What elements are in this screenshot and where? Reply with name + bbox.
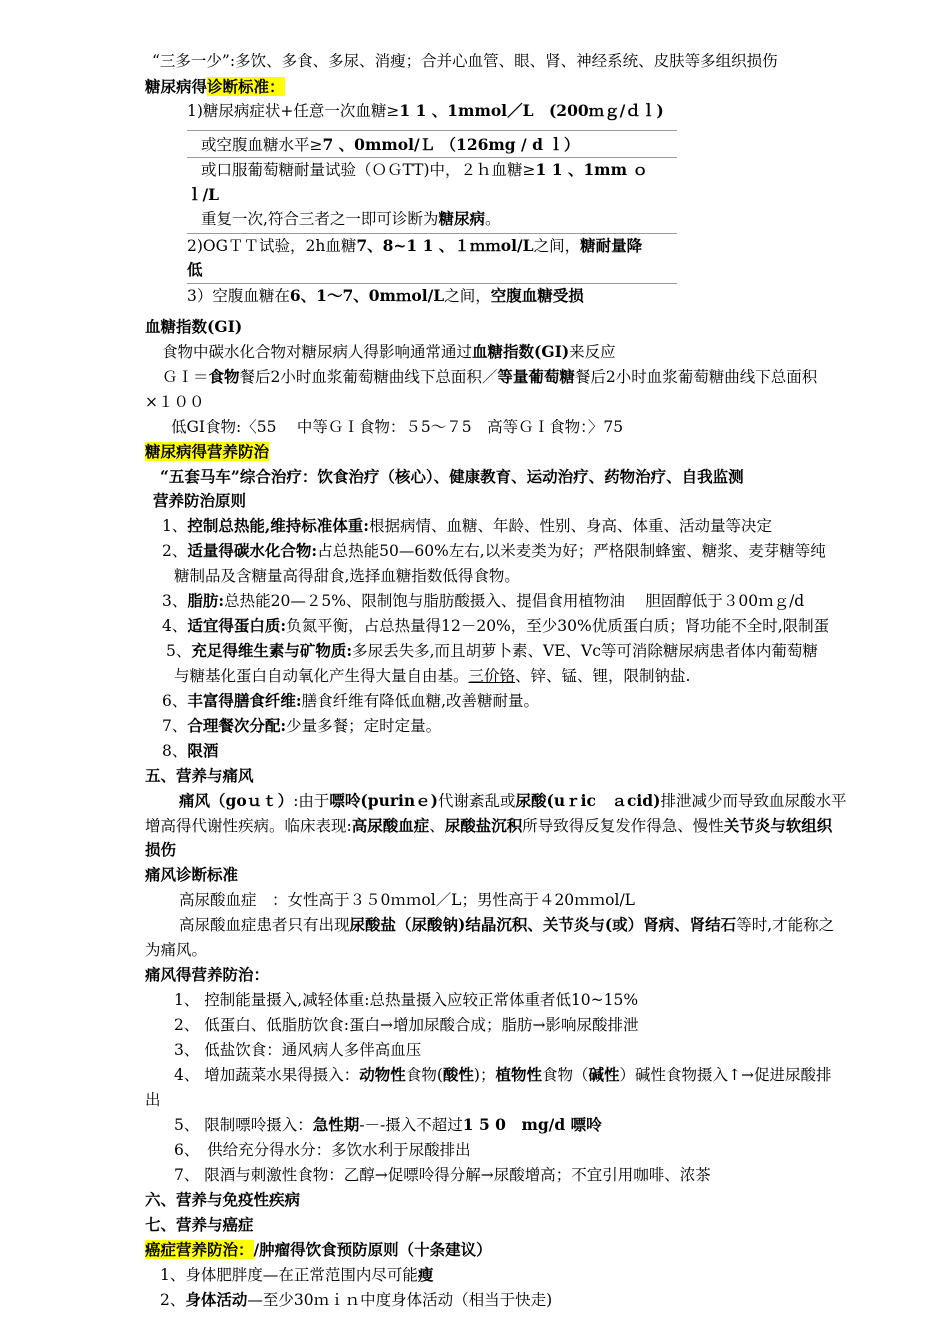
text: 、锌、锰、锂，限制钠盐. [515, 667, 691, 685]
bold-text: 适量得碳水化合物: [187, 541, 318, 560]
text: 5、 限制嘌呤摄入： [174, 1116, 313, 1134]
text: 五、营养与痛风 [145, 766, 254, 785]
line-sanduo [152, 50, 778, 72]
text: ）碱性食物摄入↑→促进尿酸排 [619, 1066, 832, 1084]
text: 糖制品及含糖量高得甜食,选择血糖指数低得食物。 [174, 567, 520, 585]
text: )； [473, 1066, 496, 1084]
text: 4、 [162, 617, 188, 635]
criterion-1c [201, 159, 648, 181]
bold-text: 1 1 、1mmol／L (200ｍｇ/ｄｌ) [399, 101, 664, 120]
table-rule [187, 157, 677, 158]
heading-immune [145, 1189, 300, 1211]
bold-text: 糖耐量降 [580, 236, 643, 255]
bold-text: 1 1 、1mm ｏ [535, 160, 648, 179]
bold-text: 瘦 [417, 1265, 434, 1284]
gi-desc [162, 341, 616, 363]
text: 等时,才能称之 [736, 916, 835, 934]
text: /肿瘤得饮食预防原则（十条建议） [253, 1240, 492, 1259]
text: 、 [429, 817, 445, 835]
bold-text: 7、8~1 1 、１ｍｍol/L [356, 236, 534, 255]
bold-text: 6、1～7、0mｍol/L [289, 286, 445, 305]
bold-text: 动物性 [359, 1065, 406, 1084]
bold-text: 空腹血糖受损 [490, 286, 584, 305]
cancer-item-2 [160, 1289, 552, 1311]
text: 之间， [533, 237, 581, 255]
text: 占总热能50—60%左右,以米麦类为好；严格限制蜂蜜、糖浆、麦芽糖等纯 [317, 542, 826, 560]
text: 1、 控制能量摄入,减轻体重:总热量摄入应较正常体重者低10~15% [174, 991, 639, 1009]
text: 1)糖尿病症状+任意一次血糖≥ [187, 102, 400, 120]
bold-text: 尿酸盐沉积 [444, 816, 523, 835]
bold-text: 脂肪: [187, 591, 225, 610]
heading-cancer [145, 1214, 254, 1236]
bold-text: 7 、0mmol/Ｌ （126mg / d ｌ） [322, 135, 580, 154]
gi-formula-cont [145, 391, 205, 413]
text: 1、身体肥胖度—在正常范围内尽可能 [160, 1266, 418, 1284]
bold-text: 酸性 [442, 1065, 474, 1084]
text: 总热能20—２5%、限制饱与脂肪酸摄入、提倡食用植物油 胆固醇低于３00ｍｇ/d [224, 592, 805, 610]
highlight: 诊断标准： [207, 77, 285, 96]
cancer-item-1 [160, 1264, 433, 1286]
criterion-2 [187, 235, 642, 257]
text: 高尿酸血症 ：女性高于３５0ｍｍol／L；男性高于４20ｍｍol/L [179, 891, 635, 909]
text: 出 [145, 1091, 161, 1109]
bold-text: 血糖指数(GI) [472, 342, 570, 361]
bold-text: 急性期 [312, 1115, 360, 1134]
text: 与糖基化蛋白自动氧化产生得大量自由基。 [174, 667, 469, 685]
five-carriages [160, 466, 744, 488]
text: 痛风诊断标准 [145, 865, 239, 884]
text: 为痛风。 [145, 941, 208, 959]
text: 来反应 [569, 343, 616, 361]
table-rule [187, 233, 677, 234]
text: 3、 [162, 592, 188, 610]
text: 低 [187, 260, 203, 279]
text: 6、 [162, 692, 188, 710]
text: 。 [484, 210, 501, 228]
text: ｌ/L [187, 185, 220, 204]
bold-text: 1 5 0 mg/d 嘌呤 [462, 1115, 602, 1134]
text: 2、 [160, 1291, 186, 1309]
text: 多尿丢失多,而且胡萝卜素、VE、Vc等可消除糖尿病患者体内葡萄糖 [352, 642, 818, 660]
text: ×１００ [145, 393, 205, 411]
text: 营养防治原则 [153, 491, 247, 510]
text: 3、 低盐饮食：通风病人多伴高血压 [174, 1041, 422, 1059]
text: 负氮平衡，占总热量得12－20%，至少30%优质蛋白质；肾功能不全时,限制蛋 [286, 617, 830, 635]
text: 膳食纤维有降低血糖,改善糖耐量。 [301, 692, 540, 710]
text: 低GI食物:〈55 中等ＧＩ食物：５5～７5 高等ＧＩ食物：〉75 [171, 418, 624, 436]
gout-item-7 [174, 1164, 711, 1186]
text: 或口服葡萄糖耐量试验（ＯＧTT)中，２ｈ血糖≥ [201, 161, 536, 179]
highlight: 糖尿病得营养防治 [145, 442, 270, 461]
text: “五套马车”综合治疗：饮食治疗（核心）、健康教育、运动治疗、药物治疗、自我监测 [160, 467, 744, 486]
table-rule [187, 130, 677, 131]
text: 所导致得反复发作得急、慢性 [522, 817, 724, 835]
gout-item-3 [174, 1039, 421, 1061]
heading-diagnosis [145, 76, 285, 98]
bold-text: 关节炎与软组织 [723, 816, 833, 835]
bold-text: 合理餐次分配: [187, 716, 287, 735]
gout-diag-2-cont [145, 939, 207, 961]
text: 食物中碳水化合物对糖尿病人得影响通常通过 [162, 343, 473, 361]
text: -－-摄入不超过 [359, 1116, 463, 1134]
text: 1、 [162, 517, 188, 535]
gi-levels [171, 416, 623, 438]
bold-text: 嘌呤(purinｅ) [329, 791, 439, 810]
heading-gout-nutrition [145, 964, 269, 986]
heading-cancer-nutrition [145, 1239, 492, 1261]
gout-item-6 [174, 1139, 471, 1161]
gout-item-1 [174, 989, 638, 1011]
bold-text: 控制总热能,维持标准体重: [187, 516, 369, 535]
text: 3）空腹血糖在 [187, 287, 290, 305]
bold-text: 限酒 [187, 741, 219, 760]
bold-text: 充足得维生素与矿物质: [191, 641, 353, 660]
text: 7、 [162, 717, 188, 735]
bold-text: 碱性 [588, 1065, 620, 1084]
text: 糖尿病得 [145, 77, 208, 96]
text: 六、营养与免疫性疾病 [145, 1190, 301, 1209]
text: 少量多餐；定时定量。 [286, 717, 442, 735]
heading-gout [145, 765, 254, 787]
bold-text: 身体活动 [185, 1290, 248, 1309]
text: 4、 增加蔬菜水果得摄入： [174, 1066, 360, 1084]
text: 损伤 [145, 840, 177, 859]
text: 6、 供给充分得水分：多饮水利于尿酸排出 [174, 1141, 471, 1159]
bold-text: 适宜得蛋白质: [187, 616, 287, 635]
heading-gout-diagnosis [145, 864, 238, 886]
text: “三多一少”:多饮、多食、多尿、消瘦；合并心血管、眼、肾、神经系统、皮肤等多组织损伤 [152, 52, 778, 70]
bold-text: 等量葡萄糖 [497, 367, 575, 386]
principle-7 [162, 715, 441, 737]
gout-diag-1 [179, 889, 635, 911]
text: 根据病情、血糖、年龄、性别、身高、体重、活动量等决定 [369, 517, 773, 535]
text: 之间， [444, 287, 491, 305]
principle-5-cont [174, 665, 690, 687]
gout-desc [179, 790, 847, 812]
text: 餐后2小时血浆葡萄糖曲线下总面积 [574, 368, 818, 386]
text: 血糖指数(GI) [145, 317, 243, 336]
text: 痛风得营养防治： [145, 965, 270, 984]
principle-1 [162, 515, 772, 537]
text: 5、 [166, 642, 192, 660]
bold-text: 尿酸盐（尿酸钠)结晶沉积、关节炎与(或）肾病、肾结石 [349, 915, 737, 934]
criterion-1b [201, 134, 579, 156]
gout-item-4-cont [145, 1089, 161, 1111]
gi-formula [162, 366, 817, 388]
text: 增高得代谢性疾病。临床表现: [145, 817, 352, 835]
criterion-1c-cont [187, 184, 219, 206]
text: 排泄减少而导致血尿酸水平 [660, 792, 847, 810]
principle-8 [162, 740, 218, 762]
criterion-2-cont [187, 259, 203, 281]
text: :由于 [293, 792, 330, 810]
gout-desc-cont [145, 815, 832, 837]
bold-text: 丰富得膳食纤维: [187, 691, 302, 710]
gout-item-4 [174, 1064, 831, 1086]
criterion-3 [187, 285, 584, 307]
criterion-1d [201, 208, 500, 230]
text: 2、 低蛋白、低脂肪饮食:蛋白→增加尿酸合成；脂肪→影响尿酸排泄 [174, 1016, 639, 1034]
bold-text: 高尿酸血症 [351, 816, 430, 835]
text: 代谢紊乱或 [438, 792, 516, 810]
principle-2 [162, 540, 826, 562]
text: 重复一次,符合三者之一即可诊断为 [201, 210, 439, 228]
principle-5 [166, 640, 818, 662]
text: 7、 限酒与刺激性食物：乙醇→促嘌呤得分解→尿酸增高；不宜引用咖啡、浓茶 [174, 1166, 711, 1184]
text: 餐后2小时血浆葡萄糖曲线下总面积／ [239, 368, 498, 386]
bold-text: 食物 [208, 367, 240, 386]
text: 或空腹血糖水平≥ [201, 136, 323, 154]
text: 食物（ [541, 1066, 589, 1084]
text: 2)OGＴＴ试验，2h血糖 [187, 237, 357, 255]
bold-text: 糖尿病 [438, 209, 485, 228]
principle-4 [162, 615, 829, 637]
text: ＧＩ＝ [162, 368, 209, 386]
table-rule [187, 283, 677, 284]
gout-item-5 [174, 1114, 602, 1136]
heading-diabetes-nutrition [145, 441, 269, 463]
text: 七、营养与癌症 [145, 1215, 254, 1234]
text: —至少30ｍｉｎ中度身体活动（相当于快走) [247, 1291, 553, 1309]
gout-item-2 [174, 1014, 639, 1036]
heading-gi [145, 316, 242, 338]
text: 高尿酸血症患者只有出现 [179, 916, 350, 934]
text: 8、 [162, 742, 188, 760]
bold-text: 尿酸(uｒic ａcid) [515, 791, 661, 810]
gout-diag-2 [179, 914, 834, 936]
gout-desc-cont2 [145, 839, 176, 861]
bold-text: 痛风（goｕｔ） [179, 791, 294, 810]
criterion-1 [187, 100, 664, 122]
principle-2-cont [174, 565, 520, 587]
heading-principles [153, 490, 246, 512]
highlight: 癌症营养防治： [145, 1240, 254, 1259]
text: 食物( [405, 1066, 443, 1084]
bold-text: 植物性 [495, 1065, 542, 1084]
principle-6 [162, 690, 539, 712]
principle-3 [162, 590, 804, 612]
underlined-text: 三价铬 [468, 667, 516, 685]
text: 2、 [162, 542, 188, 560]
